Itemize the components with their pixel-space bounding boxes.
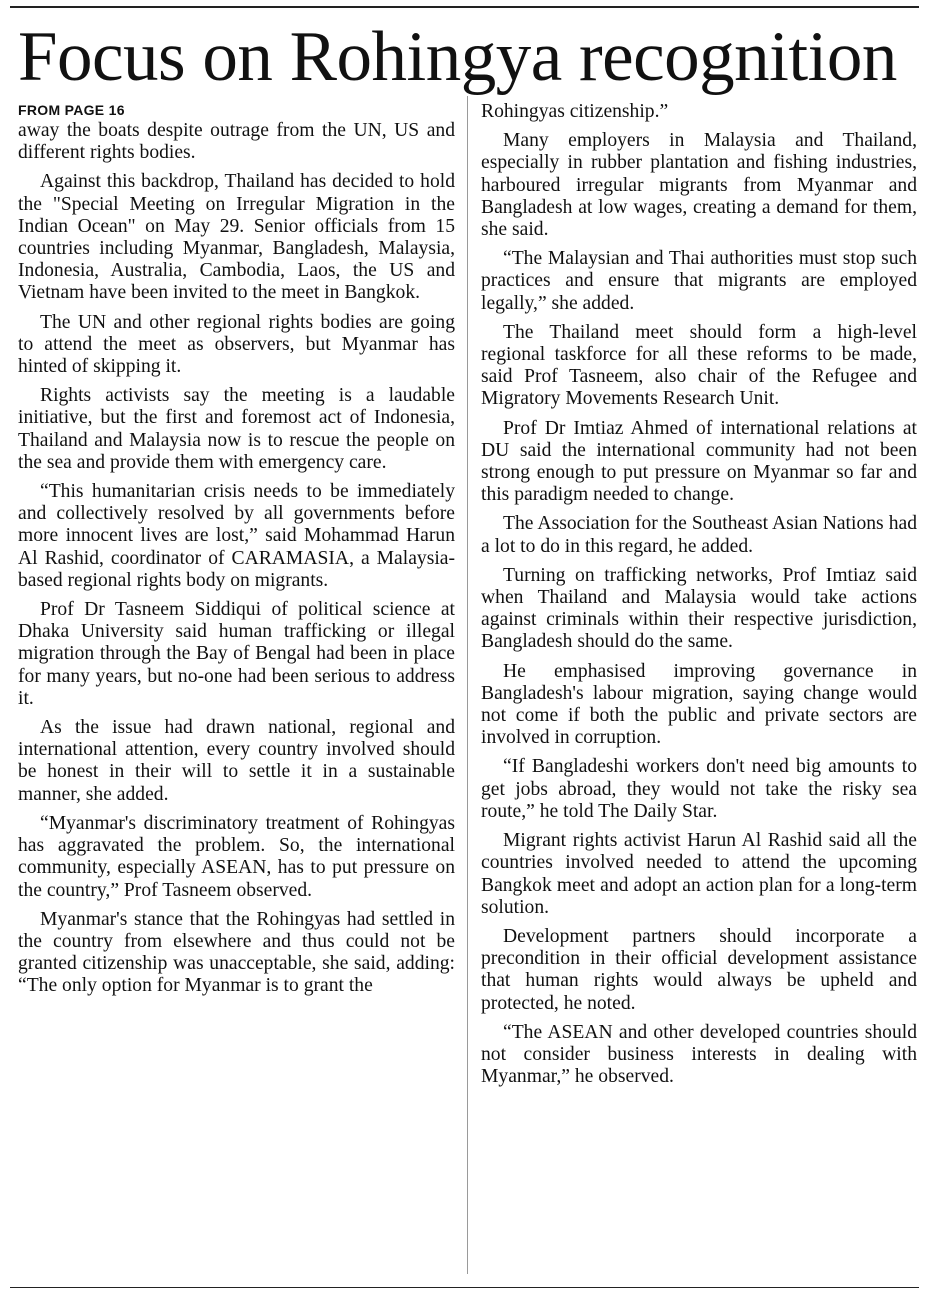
paragraph: “Myanmar's discriminatory treatment of Rohingyas has aggravated the problem. So, the international community, especially ASEAN, has to put pressure on the country,” Prof Tasneem observed. [18,812,455,901]
paragraph: Rohingyas citizenship.” [481,101,669,122]
article-column-right [481,101,917,1095]
paragraph: away the boats despite outrage from the UN, US and different rights bodies. [18,120,455,164]
paragraph: Prof Dr Imtiaz Ahmed of international relations at DU said the international community had not been strong enough to put pressure on Myanmar so far and this paradigm needed to change. [481,417,917,506]
paragraph: “The ASEAN and other developed countries should not consider business interests in dealing with Myanmar,” he observed. [481,1021,917,1088]
paragraph: Turning on trafficking networks, Prof Imtiaz said when Thailand and Malaysia would take actions against criminals within their respective jurisdiction, Bangladesh should do the same. [481,564,917,653]
paragraph: The UN and other regional rights bodies are going to attend the meet as observers, but Myanmar has hinted of skipping it. [18,311,455,378]
top-rule [10,6,919,8]
paragraph: “If Bangladeshi workers don't need big amounts to get jobs abroad, they would not take the risky sea route,” he told The Daily Star. [481,756,917,822]
article-column-left [18,100,455,1005]
paragraph: Prof Dr Tasneem Siddiqui of political science at Dhaka University said human trafficking or illegal migration through the Bay of Bengal had been in place for many years, but no-one had been serious to address it. [18,599,455,709]
paragraph: Rights activists say the meeting is a laudable initiative, but the first and foremost act of Indonesia, Thailand and Malaysia now is to rescue the people on the sea and provide them with emergency care. [18,385,455,473]
paragraph: Development partners should incorporate a precondition in their official development assistance that human rights would always be upheld and protected, he noted. [481,925,917,1014]
paragraph: “The Malaysian and Thai authorities must stop such practices and ensure that migrants are employed legally,” she added. [481,248,917,314]
paragraph: “This humanitarian crisis needs to be immediately and collectively resolved by all governments before more innocent lives are lost,” said Mohammad Harun Al Rashid, coordinator of CARAMASIA, a Malaysia-based regional rights body on migrants. [18,481,455,591]
paragraph: The Thailand meet should form a high-level regional taskforce for all these reforms to be made, said Prof Tasneem, also chair of the Refugee and Migratory Movements Research Unit. [481,321,917,410]
paragraph: He emphasised improving governance in Bangladesh's labour migration, saying change would not come if both the public and private sectors are involved in corruption. [481,660,917,749]
jump-label: FROM PAGE 16 [18,102,125,118]
paragraph: Migrant rights activist Harun Al Rashid said all the countries involved needed to attend the upcoming Bangkok meet and adopt an action plan for a long-term solution. [481,830,917,918]
paragraph: As the issue had drawn national, regional and international attention, every country involved should be honest in their will to settle it in a sustainable manner, she added. [18,717,455,805]
paragraph: Against this backdrop, Thailand has decided to hold the "Special Meeting on Irregular Migration in the Indian Ocean" on May 29. Senior officials from 15 countries including Myanmar, Bangladesh, Malaysia, Indonesia, Australia, Cambodia, Laos, the US and Vietnam have been invited to the meet in Bangkok. [18,171,455,304]
column-divider [467,96,468,1274]
paragraph: Myanmar's stance that the Rohingyas had settled in the country from elsewhere and thus could not be granted citizenship was unacceptable, she said, adding: “The only option for Myanmar is to grant the [18,908,455,997]
bottom-rule [10,1287,919,1288]
paragraph: The Association for the Southeast Asian Nations had a lot to do in this regard, he added. [481,513,917,557]
headline: Focus on Rohingya recognition [18,18,897,96]
paragraph: Many employers in Malaysia and Thailand, especially in rubber plantation and fishing industries, harboured irregular migrants from Myanmar and Bangladesh at low wages, creating a demand for them, she said. [481,130,917,241]
